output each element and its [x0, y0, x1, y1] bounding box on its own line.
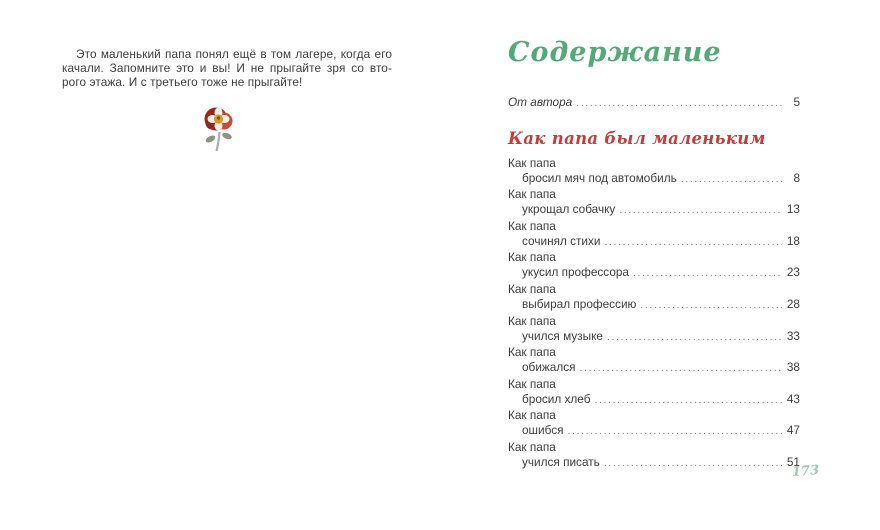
toc-entry-title: бросил хлеб — [522, 391, 591, 406]
dot-leader — [640, 298, 782, 313]
toc-entry-row — [508, 423, 800, 439]
toc-entry — [508, 250, 800, 281]
toc-entry — [508, 314, 800, 345]
toc-front-matter-page: 5 — [793, 95, 800, 109]
toc-entry-page: 38 — [786, 360, 800, 375]
toc-entry-title: укрощал собачку — [522, 202, 616, 217]
toc-entry-page: 13 — [786, 202, 800, 217]
left-page — [62, 47, 392, 89]
toc-entry-prefix: Как папа — [508, 218, 556, 233]
contents-title: Содержание — [508, 37, 722, 68]
toc-entry-prefix: Как папа — [508, 376, 556, 391]
toc-entry-row — [508, 202, 800, 218]
toc-entry-page: 8 — [793, 170, 800, 185]
dot-leader — [604, 456, 782, 471]
toc-list — [508, 156, 800, 471]
toc-entry-page: 43 — [786, 391, 800, 406]
dot-leader — [576, 96, 782, 111]
toc-entry-title: учился писать — [522, 454, 600, 469]
toc-entry-prefix: Как папа — [508, 345, 556, 360]
dot-leader — [595, 393, 783, 408]
toc-entry — [508, 187, 800, 218]
toc-entry-prefix: Как папа — [508, 281, 556, 296]
toc-entry-prefix: Как папа — [508, 155, 556, 170]
toc-entry-page: 28 — [786, 296, 800, 311]
toc-entry-prefix: Как папа — [508, 408, 556, 423]
dot-leader — [681, 172, 782, 187]
toc-entry-title: сочинял стихи — [522, 233, 601, 248]
toc-entry-prefix: Как папа — [508, 313, 556, 328]
toc-entry-row — [508, 171, 800, 187]
paragraph-line: Это маленький папа понял ещё в том лагере, когда его — [76, 47, 392, 61]
toc-entry — [508, 408, 800, 439]
toc-entry-row — [508, 265, 800, 281]
toc-entry-prefix: Как папа — [508, 187, 556, 202]
dot-leader — [580, 361, 782, 376]
toc-front-matter-row — [508, 95, 800, 111]
toc-entry-page: 47 — [786, 423, 800, 438]
toc-entry-page: 23 — [786, 265, 800, 280]
toc-entry-prefix: Как папа — [508, 439, 556, 454]
toc-entry-page: 18 — [786, 233, 800, 248]
folio-page-number: 173 — [791, 463, 820, 480]
toc-entry — [508, 219, 800, 250]
toc-entry-row — [508, 360, 800, 376]
section-heading: Как папа был маленьким — [508, 128, 766, 148]
toc-entry-page: 51 — [786, 454, 800, 469]
toc-entry-page: 33 — [786, 328, 800, 343]
toc-entry-row — [508, 234, 800, 250]
toc-entry-row — [508, 329, 800, 345]
dot-leader — [568, 424, 782, 439]
toc-entry-title: обижался — [522, 360, 576, 375]
toc-entry — [508, 377, 800, 408]
dot-leader — [619, 203, 782, 218]
toc-entry — [508, 345, 800, 376]
toc-front-matter-label: От автора — [508, 95, 573, 109]
dot-leader — [605, 235, 782, 250]
paragraph-line: рого этажа. И с третьего тоже не прыгайте! — [62, 75, 303, 89]
right-page — [508, 36, 800, 472]
toc-entry-title: бросил мяч под автомобиль — [522, 170, 677, 185]
toc-entry-prefix: Как папа — [508, 250, 556, 265]
toc-entry — [508, 156, 800, 187]
toc-entry — [508, 282, 800, 313]
paragraph-line: качали. Запомните это и вы! И не прыгайте зря со вто- — [62, 61, 392, 75]
toc-entry-row — [508, 455, 800, 471]
toc-entry-title: учился музыке — [522, 328, 603, 343]
flower-ornament-icon — [201, 105, 237, 153]
toc-entry-title: выбирал профессию — [522, 296, 637, 311]
dot-leader — [607, 330, 782, 345]
toc-entry-row — [508, 392, 800, 408]
toc-entry — [508, 440, 800, 471]
toc-entry-row — [508, 297, 800, 313]
toc-entry-title: ошибся — [522, 423, 564, 438]
dot-leader — [633, 266, 782, 281]
toc-entry-title: укусил профессора — [522, 265, 629, 280]
